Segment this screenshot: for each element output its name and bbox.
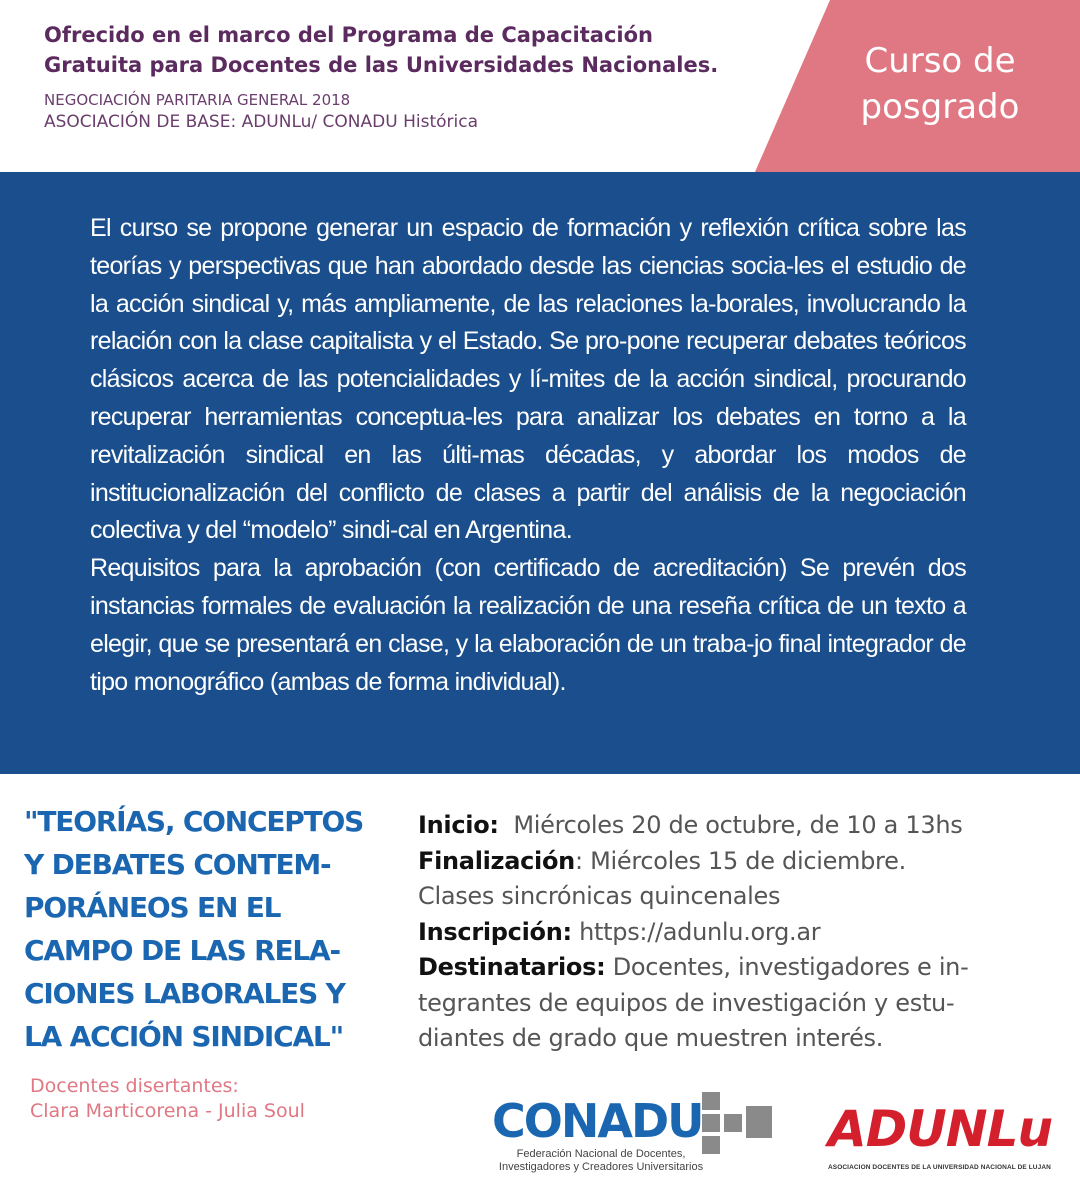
header-line-2: Gratuita para Docentes de las Universidades Nacionales. bbox=[44, 53, 719, 77]
header-line-1: Ofrecido en el marco del Programa de Capacitación bbox=[44, 23, 653, 47]
conadu-subtitle-line-1: Federación Nacional de Docentes, bbox=[516, 1148, 686, 1160]
info-audience bbox=[418, 950, 1058, 986]
description-paragraph-1: El curso se propone generar un espacio de formación y reflexión crítica sobre las teorías y perspectivas que han abordado desde las ciencias socia-les el estudio de la acción sindical y, más ampliamente, de las relaciones la-borales, involucrando la relación con la clase capitalista y el Estado. Se pro-pone recuperar debates teóricos clásicos acerca de las potencialidades y lí-mites de la acción sindical, procurando recuperar herramientas conceptua-les para analizar los debates en torno a la revitalización sindical en las últi-mas décadas, y abordar los modos de institucionalización del conflicto de clases a partir del análisis de la negociación colectiva y del “modelo” sindi-cal en Argentina. bbox=[90, 214, 966, 545]
description-paragraph-2: Requisitos para la aprobación (con certificado de acreditación) Se prevén dos instancias formales de evaluación la realización de una reseña crítica de un texto a elegir, que se presentará en clase, y la elaboración de un traba-jo final integrador de tipo monográfico (ambas de forma individual). bbox=[90, 554, 966, 696]
course-title-line: Y DEBATES CONTEM- bbox=[24, 848, 331, 881]
info-classes: Clases sincrónicas quincenales bbox=[418, 882, 781, 910]
start-label: Inicio: bbox=[418, 811, 499, 839]
adunlu-logo bbox=[828, 1098, 1053, 1182]
logo-square-icon bbox=[702, 1092, 720, 1110]
header-line-4: ASOCIACIÓN DE BASE: ADUNLu/ CONADU Histórica bbox=[44, 112, 478, 132]
audience-value-3: diantes de grado que muestren interés. bbox=[418, 1024, 884, 1052]
course-title-line: "TEORÍAS, CONCEPTOS bbox=[24, 805, 364, 838]
course-info bbox=[418, 808, 1058, 1057]
registration-link[interactable]: https://adunlu.org.ar bbox=[579, 917, 821, 946]
header-line-3: NEGOCIACIÓN PARITARIA GENERAL 2018 bbox=[44, 91, 351, 109]
info-start bbox=[418, 808, 1058, 844]
course-title-line: LA ACCIÓN SINDICAL" bbox=[24, 1020, 343, 1053]
audience-value-2: tegrantes de equipos de investigación y estu- bbox=[418, 988, 955, 1017]
info-end bbox=[418, 844, 1058, 880]
badge-line-1: Curso de bbox=[864, 41, 1016, 81]
conadu-logo-subtitle bbox=[496, 1148, 706, 1174]
teachers-names: Clara Marticorena - Julia Soul bbox=[30, 1100, 305, 1122]
end-separator: : bbox=[574, 846, 583, 875]
course-title-line: CIONES LABORALES Y bbox=[24, 977, 345, 1010]
logo-square-icon bbox=[746, 1106, 772, 1138]
teachers bbox=[30, 1074, 305, 1124]
registration-label: Inscripción: bbox=[418, 917, 572, 946]
conadu-logo-text: CONADU bbox=[492, 1094, 703, 1148]
badge-line-2: posgrado bbox=[860, 87, 1020, 127]
course-type-label bbox=[845, 38, 1035, 130]
course-title-line: CAMPO DE LAS RELA- bbox=[24, 934, 340, 967]
audience-label: Destinatarios: bbox=[418, 953, 606, 981]
logo-square-icon bbox=[724, 1114, 742, 1132]
logo-square-icon bbox=[702, 1114, 720, 1132]
conadu-subtitle-line-2: Investigadores y Creadores Universitarios bbox=[498, 1161, 704, 1173]
course-title bbox=[24, 800, 409, 1058]
start-value: Miércoles 20 de octubre, de 10 a 13hs bbox=[513, 811, 963, 839]
course-title-line: PORÁNEOS EN EL bbox=[24, 891, 281, 924]
conadu-logo bbox=[492, 1092, 782, 1182]
end-label: Finalización bbox=[418, 846, 575, 875]
adunlu-logo-text: ADUNLu bbox=[828, 1100, 1053, 1158]
info-registration bbox=[418, 915, 1058, 951]
audience-value-1: Docentes, investigadores e in- bbox=[612, 953, 969, 981]
header-text bbox=[44, 20, 718, 134]
description-text bbox=[90, 210, 966, 701]
teachers-label: Docentes disertantes: bbox=[30, 1075, 239, 1097]
adunlu-logo-subtitle: ASOCIACION DOCENTES DE LA UNIVERSIDAD NACIONAL DE LUJAN bbox=[828, 1164, 1051, 1171]
end-value: Miércoles 15 de diciembre. bbox=[590, 846, 906, 875]
